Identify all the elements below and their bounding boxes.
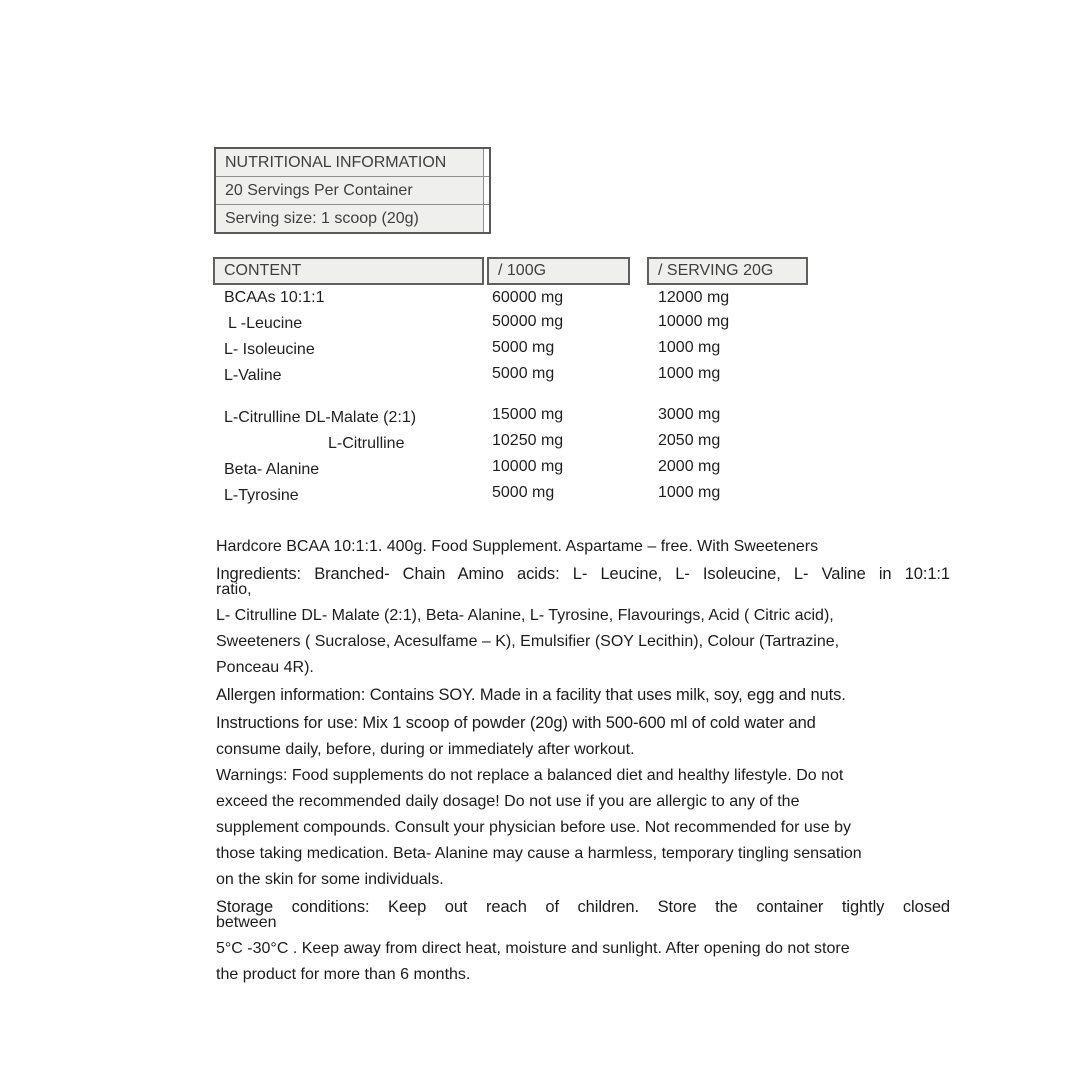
content-cell: L -Leucine [228, 315, 303, 332]
allergen-information-line: Allergen information: Contains SOY. Made in a facility that uses milk, soy, egg and nuts. [216, 686, 846, 704]
per-100g-cell: 5000 mg [492, 484, 555, 501]
header-cell-per-serving: / SERVING 20G [647, 257, 808, 285]
per-serving-cell: 2050 mg [658, 432, 721, 449]
content-cell: BCAAs 10:1:1 [224, 289, 325, 306]
table-row [213, 431, 833, 457]
per-100g-cell: 5000 mg [492, 365, 555, 382]
per-serving-cell: 10000 mg [658, 313, 730, 330]
warnings-continued-line-4: on the skin for some individuals. [216, 871, 444, 888]
ingredients-ratio-line: ratio, [216, 581, 252, 598]
warnings-line: Warnings: Food supplements do not replace a balanced diet and healthy lifestyle. Do not [216, 767, 844, 784]
header-cell-per-100g: / 100G [487, 257, 630, 285]
table-row [213, 311, 833, 337]
storage-conditions-line: Storage conditions: Keep out reach of children. Store the container tightly closed [216, 898, 950, 916]
storage-continued-line: the product for more than 6 months. [216, 966, 471, 983]
ingredients-line: Ingredients: Branched- Chain Amino acids: L- Leucine, L- Isoleucine, L- Valine in 10:1:1 [216, 565, 950, 583]
table-row [213, 363, 833, 389]
table-row [213, 337, 833, 363]
per-serving-cell: 12000 mg [658, 289, 730, 306]
table-row [213, 457, 833, 483]
warnings-continued-line-1: exceed the recommended daily dosage! Do not use if you are allergic to any of the [216, 793, 800, 810]
product-description-line: Hardcore BCAA 10:1:1. 400g. Food Supplement. Aspartame – free. With Sweeteners [216, 538, 819, 555]
table-row [213, 405, 833, 431]
table-row [213, 483, 833, 509]
instructions-continued-line: consume daily, before, during or immediately after workout. [216, 741, 635, 758]
colour-continued-line: Ponceau 4R). [216, 659, 314, 676]
label-text-block [216, 534, 950, 988]
nutrition-table-body [213, 285, 833, 509]
content-cell: Beta- Alanine [224, 461, 320, 478]
warnings-continued-line-3: those taking medication. Beta- Alanine may cause a harmless, temporary tingling sensation [216, 845, 862, 862]
content-cell: L-Valine [224, 367, 282, 384]
per-100g-cell: 15000 mg [492, 406, 564, 423]
content-cell: L-Citrulline [328, 435, 405, 452]
per-serving-cell: 1000 mg [658, 484, 721, 501]
per-serving-cell: 2000 mg [658, 458, 721, 475]
content-cell: L-Tyrosine [224, 487, 299, 504]
content-cell: L- Isoleucine [224, 341, 315, 358]
sweeteners-line: Sweeteners ( Sucralose, Acesulfame – K), Emulsifier (SOY Lecithin), Colour (Tartrazine, [216, 633, 840, 650]
content-cell: L-Citrulline DL-Malate (2:1) [224, 409, 417, 426]
info-row-serving-size [216, 205, 489, 232]
per-serving-cell: 3000 mg [658, 406, 721, 423]
per-serving-cell: 1000 mg [658, 339, 721, 356]
info-row-title [216, 149, 489, 177]
info-row-servings [216, 177, 489, 205]
per-100g-cell: 10000 mg [492, 458, 564, 475]
per-100g-cell: 50000 mg [492, 313, 564, 330]
servings-per-container-text: 20 Servings Per Container [216, 177, 484, 204]
serving-size-text: Serving size: 1 scoop (20g) [216, 205, 484, 232]
per-100g-cell: 10250 mg [492, 432, 564, 449]
storage-between-line: between [216, 914, 277, 931]
ingredients-continued-line: L- Citrulline DL- Malate (2:1), Beta- Alanine, L- Tyrosine, Flavourings, Acid ( Citric acid), [216, 607, 834, 624]
table-row [213, 285, 833, 311]
per-100g-cell: 5000 mg [492, 339, 555, 356]
info-table [214, 147, 491, 234]
warnings-continued-line-2: supplement compounds. Consult your physician before use. Not recommended for use by [216, 819, 852, 836]
storage-temperature-line: 5°C -30°C . Keep away from direct heat, moisture and sunlight. After opening do not store [216, 940, 850, 957]
per-100g-cell: 60000 mg [492, 289, 564, 306]
instructions-line: Instructions for use: Mix 1 scoop of powder (20g) with 500-600 ml of cold water and [216, 714, 816, 732]
table-group-spacer [213, 389, 833, 405]
nutritional-information-title: NUTRITIONAL INFORMATION [216, 149, 484, 176]
per-serving-cell: 1000 mg [658, 365, 721, 382]
header-cell-content: CONTENT [213, 257, 484, 285]
